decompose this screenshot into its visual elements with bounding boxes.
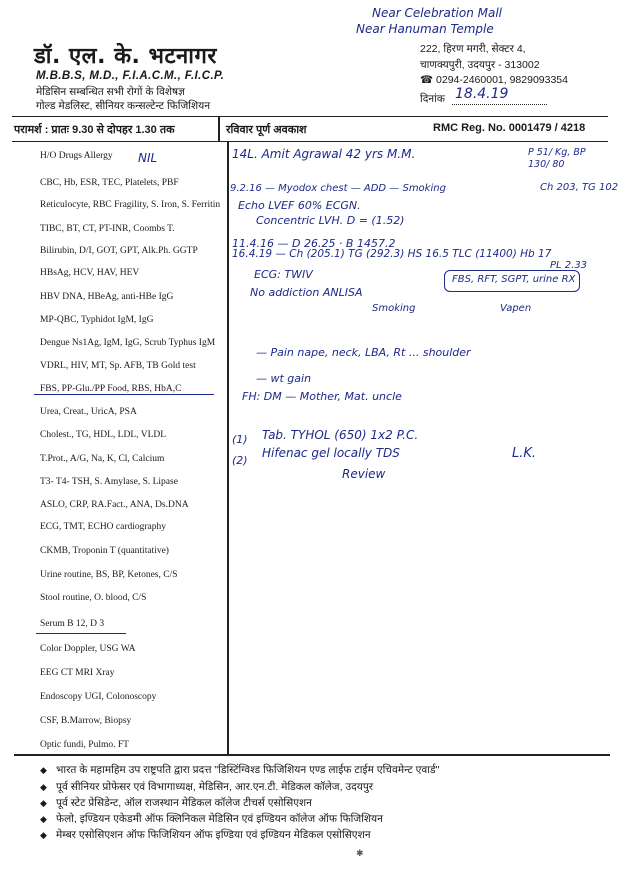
lab-line: 16.4.19 — Ch (205.1) TG (292.3) HS 16.5 TLC (11400) Hb 17 [232,248,552,260]
test-item: H/O Drugs Allergy [40,151,113,161]
test-item: Reticulocyte, RBC Fragility, S. Iron, S. Ferritin [40,200,221,210]
test-item: Stool routine, O. blood, C/S [40,593,147,603]
test-item: CKMB, Troponin T (quantitative) [40,546,169,556]
footer-credential-line: भारत के महामहिम उप राष्ट्रपति द्वारा प्रदत्त "डिस्टिंग्विश्ड फिजिशियन एण्ड लाईफ टाईम एचिवमेन्ट एवार्ड" [56,764,440,776]
test-item: Urine routine, BS, BP, Ketones, C/S [40,570,178,580]
rx-2: Hifenac gel locally TDS [262,446,400,460]
test-item: ASLO, CRP, RA.Fact., ANA, Ds.DNA [40,500,189,510]
test-item: T.Prot., A/G, Na, K, Cl, Calcium [40,454,165,464]
address-line-2: चाणक्यपुरी, उदयपुर - 313002 [420,59,540,71]
history-line-1: 9.2.16 — Myodox chest — ADD — Smoking [230,183,446,194]
history-line-3: Concentric LVH. D = (1.52) [256,214,405,227]
test-item: ECG, TMT, ECHO cardiography [40,522,167,532]
test-item: EEG CT MRI Xray [40,668,115,678]
smoking-note: Smoking [372,303,416,314]
date-value: 18.4.19 [455,86,509,102]
test-item: Dengue Ns1Ag, IgM, IgG, Scrub Typhus IgM [40,338,216,348]
phone-row [420,74,568,86]
vapen-note: Vapen [500,303,532,314]
ecg-note: ECG: TWIV [254,268,313,281]
complaint-1: — Pain nape, neck, LBA, Rt ... shoulder [256,346,471,359]
bullet-icon: ◆ [40,830,47,840]
bullet-icon: ◆ [40,798,47,808]
test-item: Bilirubin, D/I, GOT, GPT, Alk.Ph. GGTP [40,246,198,256]
test-item: Color Doppler, USG WA [40,644,136,654]
test-item: TIBC, BT, CT, PT-INR, Coombs T. [40,224,175,234]
fbs-underline [34,394,214,395]
test-item: FBS, PP-Glu./PP Food, RBS, HbA,C [40,384,182,394]
test-item: Urea, Creat., UricA, PSA [40,407,137,417]
bar-divider [218,116,220,142]
footer-credential-line: पूर्व स्टेट प्रेसिडेन्ट, ऑल राजस्थान मेडिकल कॉलेज टीचर्स एसोसिएशन [56,797,313,809]
doctor-name: डॉ. एल. के. भटनागर [34,44,217,69]
family-history: FH: DM — Mother, Mat. uncle [242,390,402,403]
holiday-note: रविवार पूर्ण अवकाश [226,124,307,136]
column-divider [227,142,229,754]
history-line-4: 11.4.16 — D 26.25 · B 1457.2 [232,237,396,250]
doctor-specialty: मेडिसिन सम्बन्धित सभी रोगों के विशेषज्ञ [36,86,185,98]
history-lipids-1: Ch 203, TG 102 [540,182,619,193]
footer-divider [14,754,610,756]
phone-icon: ☎ [420,74,434,86]
date-underline [452,104,547,105]
rx-1: Tab. TYHOL (650) 1x2 P.C. [262,428,419,442]
test-item: VDRL, HIV, MT, Sp. AFB, TB Gold test [40,361,196,371]
platelets-note: PL 2.33 [550,260,588,271]
allergy-note: NIL [138,151,158,165]
review-note: Review [342,467,386,481]
test-item: T3- T4- TSH, S. Amylase, S. Lipase [40,477,178,487]
test-item: Cholest., TG, HDL, LDL, VLDL [40,430,167,440]
test-item: HBV DNA, HBeAg, anti-HBe IgG [40,292,174,302]
phone-numbers: 0294-2460001, 9829093354 [436,74,568,86]
rx-2-number: (2) [232,454,248,467]
footer-credential-line: पूर्व सीनियर प्रोफेसर एवं विभागाध्यक्ष, मेडिसिन, आर.एन.टी. मेडिकल कॉलेज, उदयपुर [56,781,374,793]
bullet-icon: ◆ [40,782,47,792]
rmc-registration: RMC Reg. No. 0001479 / 4218 [433,122,586,134]
handwritten-address-note-2: Near Hanuman Temple [356,22,494,36]
test-item: Endoscopy UGI, Colonoscopy [40,692,157,702]
vitals-note: P 51/ Kg, BP 130/ 80 [528,147,586,170]
investigations-advised: FBS, RFT, SGPT, urine RX [452,274,576,285]
history-line-2: Echo LVEF 60% ECGN. [238,199,361,212]
consultation-timing: परामर्श : प्रातः 9.30 से दोपहर 1.30 तक [14,124,175,136]
bullet-icon: ◆ [40,814,47,824]
test-item: CBC, Hb, ESR, TEC, Platelets, PBF [40,178,179,188]
serum-underline [36,633,126,634]
test-item: HBsAg, HCV, HAV, HEV [40,268,140,278]
test-item: Serum B 12, D 3 [40,619,105,629]
test-item: Optic fundi, Pulmo. FT [40,740,129,750]
address-line-1: 222, हिरण मगरी, सेक्टर 4, [420,43,526,55]
signature: L.K. [512,446,537,461]
complaint-2: — wt gain [256,372,312,385]
doctor-degrees: M.B.B.S, M.D., F.I.A.C.M., F.I.C.P. [36,70,225,82]
bullet-icon: ◆ [40,765,47,775]
page-mark: ✱ [356,848,364,858]
footer-credential-line: मेम्बर एसोसिएशन ऑफ फिजिशियन ऑफ इण्डिया एवं इण्डियन मेडिकल एसोसिएशन [56,829,371,841]
addiction-note: No addiction ANLISA [250,286,363,299]
doctor-designation: गोल्ड मेडलिस्ट, सीनियर कन्सल्टेन्ट फिजिशियन [36,100,211,112]
footer-credential-line: फेलो, इण्डियन एकेडमी ऑफ क्लिनिकल मेडिसिन एवं इण्डियन कॉलेज ऑफ फिजिशियन [56,813,383,825]
patient-line: 14L. Amit Agrawal 42 yrs M.M. [232,147,416,161]
rx-1-number: (1) [232,433,248,446]
test-item: CSF, B.Marrow, Biopsy [40,716,132,726]
test-item: MP-QBC, Typhidot IgM, IgG [40,315,154,325]
date-label: दिनांक [420,93,445,105]
handwritten-address-note-1: Near Celebration Mall [372,6,503,20]
